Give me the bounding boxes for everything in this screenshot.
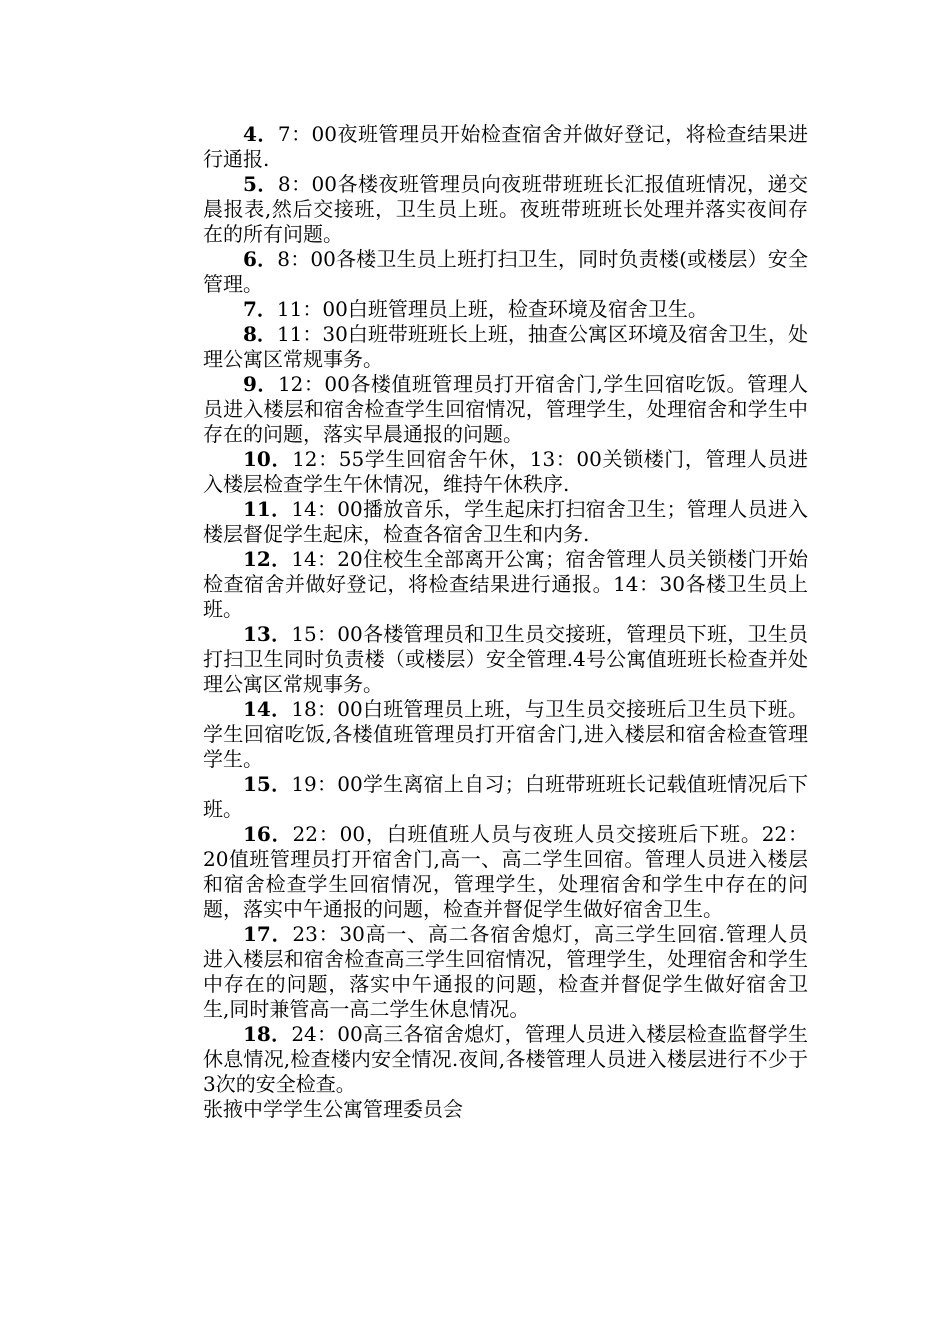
item-number: 9． (243, 372, 278, 396)
item-text: 11：00白班管理员上班，检查环境及宿舍卫生。 (276, 297, 708, 321)
item-number: 5． (243, 172, 278, 196)
item-text: 11：30白班带班班长上班，抽查公寓区环境及宿舍卫生，处理公寓区常规事务。 (203, 322, 808, 371)
item-text: 8：00各楼夜班管理员向夜班带班班长汇报值班情况，递交晨报表,然后交接班，卫生员上班。夜班带班班长处理并落实夜间存在的所有问题。 (203, 172, 808, 246)
schedule-item (203, 1022, 808, 1097)
item-text: 23：30高一、高二各宿舍熄灯，高三学生回宿.管理人员进入楼层和宿舍检查高三学生回宿情况，管理学生，处理宿舍和学生中存在的问题，落实中午通报的问题，检查并督促学生做好宿舍卫生,同时兼管高一高二学生休息情况。 (203, 922, 808, 1021)
item-number: 7． (243, 297, 277, 321)
item-text: 14：00播放音乐，学生起床打扫宿舍卫生；管理人员进入楼层督促学生起床，检查各宿舍卫生和内务. (203, 497, 808, 546)
schedule-item (203, 322, 808, 372)
document-page (203, 122, 808, 1122)
item-number: 13． (243, 622, 292, 646)
schedule-item (203, 247, 808, 297)
item-text: 12：55学生回宿舍午休，13：00关锁楼门，管理人员进入楼层检查学生午休情况，维持午休秩序. (203, 447, 808, 496)
item-text: 24：00高三各宿舍熄灯，管理人员进入楼层检查监督学生休息情况,检查楼内安全情况.夜间,各楼管理人员进入楼层进行不少于3次的安全检查。 (203, 1022, 808, 1096)
item-number: 16． (243, 822, 293, 846)
schedule-item (203, 622, 808, 697)
schedule-item (203, 122, 808, 172)
item-text: 12：00各楼值班管理员打开宿舍门,学生回宿吃饭。管理人员进入楼层和宿舍检查学生回宿情况，管理学生，处理宿舍和学生中存在的问题，落实早晨通报的问题。 (203, 372, 808, 446)
item-text: 18：00白班管理员上班，与卫生员交接班后卫生员下班。学生回宿吃饭,各楼值班管理员打开宿舍门,进入楼层和宿舍检查管理学生。 (203, 697, 808, 771)
item-number: 4． (243, 122, 278, 146)
schedule-item (203, 447, 808, 497)
schedule-item (203, 497, 808, 547)
item-number: 18． (243, 1022, 292, 1046)
schedule-list (203, 122, 808, 1097)
item-number: 10． (243, 447, 293, 471)
item-number: 17． (243, 922, 293, 946)
schedule-item (203, 922, 808, 1022)
item-text: 14：20住校生全部离开公寓；宿舍管理人员关锁楼门开始检查宿舍并做好登记，将检查结果进行通报。14：30各楼卫生员上班。 (203, 547, 808, 621)
schedule-item (203, 697, 808, 772)
schedule-item (203, 547, 808, 622)
item-text: 19：00学生离宿上自习；白班带班班长记载值班情况后下班。 (203, 772, 808, 821)
schedule-item (203, 372, 808, 447)
item-number: 14． (243, 697, 292, 721)
item-number: 15． (243, 772, 292, 796)
item-text: 22：00，白班值班人员与夜班人员交接班后下班。22：20值班管理员打开宿舍门,高一、高二学生回宿。管理人员进入楼层和宿舍检查学生回宿情况，管理学生，处理宿舍和学生中存在的问题，落实中午通报的问题，检查并督促学生做好宿舍卫生。 (203, 822, 808, 921)
item-text: 7：00夜班管理员开始检查宿舍并做好登记，将检查结果进行通报. (203, 122, 808, 171)
item-number: 8． (243, 322, 277, 346)
item-number: 11． (243, 497, 292, 521)
item-number: 6． (243, 247, 278, 271)
schedule-item (203, 822, 808, 922)
footer-signature: 张掖中学学生公寓管理委员会 (203, 1097, 463, 1121)
item-text: 8：00各楼卫生员上班打扫卫生，同时负责楼(或楼层）安全管理。 (203, 247, 808, 296)
item-number: 12． (243, 547, 292, 571)
schedule-item (203, 172, 808, 247)
schedule-item (203, 772, 808, 822)
item-text: 15：00各楼管理员和卫生员交接班，管理员下班，卫生员打扫卫生同时负责楼（或楼层）安全管理.4号公寓值班班长检查并处理公寓区常规事务。 (203, 622, 808, 696)
schedule-item (203, 297, 808, 322)
